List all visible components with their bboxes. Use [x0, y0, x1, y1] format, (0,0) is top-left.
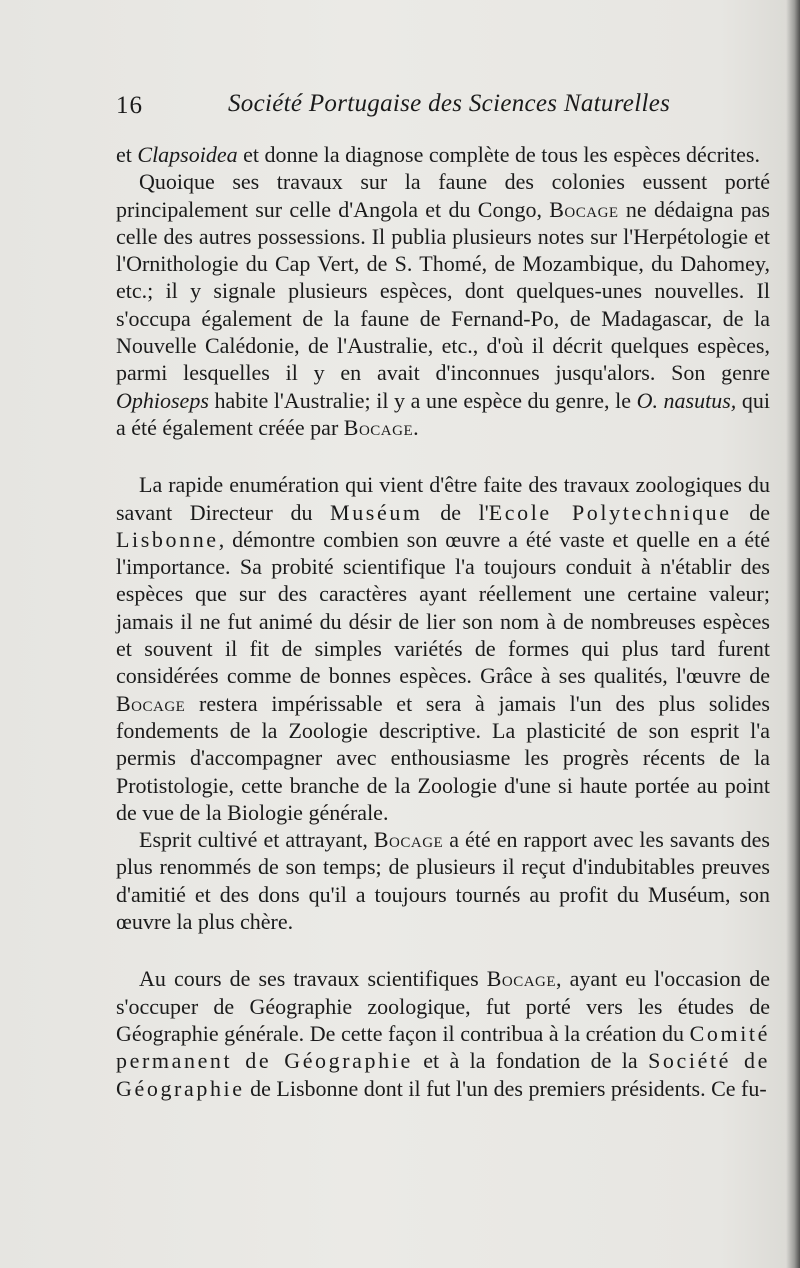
spaced-text: Ecole Polytechnique [488, 499, 732, 525]
genus-name: Ophioseps [116, 387, 209, 413]
author-name: Bocage [486, 966, 557, 992]
spaced-text: Lisbonne [116, 526, 219, 552]
paragraph-1 [116, 141, 770, 168]
running-head: Société Portugaise des Sciences Naturelles [228, 90, 671, 117]
text-span: de [731, 499, 770, 525]
author-name: Bocage [116, 690, 186, 716]
author-name: Bocage [373, 827, 444, 853]
text-span: de l' [422, 499, 489, 525]
text-span: , ayant eu l'occasion de s'occuper de Géographie zoologique, fut porté vers les études de Géographie générale. De cette façon il contribua à la création du [116, 966, 770, 1046]
paragraph-3 [116, 471, 770, 826]
text-span: ne dédaigna pas celle des autres possessions. Il publia plusieurs notes sur l'Herpétologie et l'Ornithologie du Cap Vert, de S. Thomé, de Mozambique, du Dahomey, etc.; il y signale plusieurs espèces, dont quelques-unes nouvelles. Il s'occupa également de la faune de Fernand-Po, de Madagascar, de la Nouvelle Calédonie, de l'Australie, etc., d'où il décrit quelques espèces, parmi lesquelles il y en avait d'inconnues jusqu'alors. Son genre [116, 196, 770, 386]
spaced-text: Comité permanent de Géographie [116, 1020, 770, 1074]
paragraph-2 [116, 168, 770, 441]
text-span: et donne la diagnose complète de tous les espèces décrites. [237, 142, 760, 167]
text-span: qui a été également créée par [116, 387, 770, 440]
text-span: Quoique ses travaux sur la faune des colonies eussent porté principalement sur celle d'Angola et du Congo, [116, 169, 770, 222]
text-span: Esprit cultivé et attrayant, [139, 827, 374, 853]
page-number: 16 [116, 92, 143, 119]
text-span: et [116, 142, 138, 167]
paragraph-gap [116, 935, 770, 965]
paragraph-gap [116, 441, 770, 471]
paragraph-4 [116, 826, 770, 935]
text-span: Au cours de ses travaux scientifiques [139, 966, 487, 992]
paragraph-5 [116, 965, 770, 1101]
spaced-text: Société de Géographie [116, 1048, 770, 1101]
spaced-text: Muséum [330, 499, 423, 525]
author-name: Bocage [549, 196, 619, 222]
species-name: O. nasutus, [636, 387, 737, 413]
text-span: habite l'Australie; il y a une espèce du genre, le [208, 387, 637, 413]
text-span: , démontre combien son œuvre a été vaste et quelle en a été l'importance. Sa probité scientifique l'a toujours conduit à n'établir des espèces que sur des caractères ayant réellement une certaine valeur; jamais il ne fut animé du désir de lier son nom à de nombreuses espèces et souvent il fit de simples variétés de formes qui plus tard furent considérées comme de bonnes espèces. Grâce à ses qualités, l'œuvre de [116, 526, 770, 689]
taxon-name: Clapsoidea [137, 142, 238, 167]
text-span: La rapide enumération qui vient d'être faite des travaux zoologiques du savant Directeur du [116, 472, 770, 525]
text-span: de Lisbonne dont il fut l'un des premiers présidents. Ce fu- [244, 1075, 767, 1101]
body-text [116, 141, 770, 1102]
page-header [116, 92, 766, 132]
text-span: a été en rapport avec les savants des plus renommés de son temps; de plusieurs il reçut d'indubitables preuves d'amitié et des dons qu'il a toujours tournés au profit du Muséum, son œuvre la plus chère. [116, 827, 770, 935]
text-span: restera impérissable et sera à jamais l'un des plus solides fondements de la Zoologie descriptive. La plasticité de son esprit l'a permis d'accompagner avec enthousiasme les progrès récents de la Protistologie, cette branche de la Zoologie d'une si haute portée au point de vue de la Biologie générale. [116, 690, 770, 825]
text-span: et à la fondation de la [412, 1048, 649, 1074]
author-name: Bocage. [343, 414, 420, 440]
page-edge-shadow [786, 0, 800, 1268]
